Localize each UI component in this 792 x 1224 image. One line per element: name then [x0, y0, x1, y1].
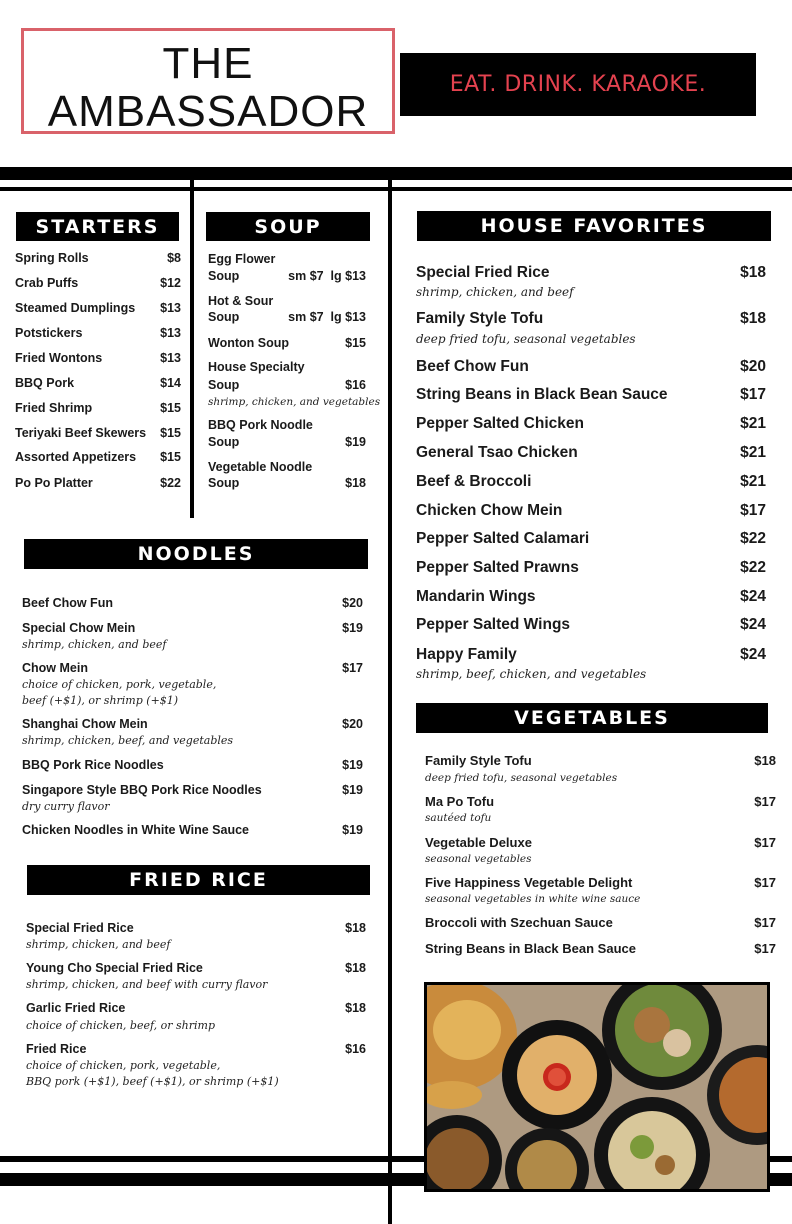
list-item: [425, 835, 776, 850]
item-price: $17: [754, 794, 776, 809]
list-item: [15, 326, 181, 340]
item-price: $14: [160, 376, 181, 390]
item-description: sautéed tofu: [425, 812, 492, 824]
list-item: [416, 502, 766, 520]
soup-name-cont: Soup: [208, 310, 240, 324]
item-name: Spring Rolls: [15, 251, 89, 265]
list-item: [416, 646, 766, 664]
item-price: $13: [160, 326, 181, 340]
soup-name-cont: Soup: [208, 476, 240, 490]
item-price: $8: [167, 251, 181, 265]
item-price: $12: [160, 276, 181, 290]
item-name: General Tsao Chicken: [416, 444, 578, 461]
item-description: shrimp, chicken, and vegetables: [208, 396, 381, 408]
list-item: [208, 476, 366, 490]
bottom-divider-thin-right: [770, 1156, 792, 1162]
item-name: String Beans in Black Bean Sauce: [425, 941, 636, 956]
list-item: [208, 269, 366, 283]
item-price: $22: [740, 530, 766, 547]
food-photo-illustration: [427, 985, 767, 1189]
list-item: [425, 915, 776, 930]
list-item: [22, 783, 363, 797]
item-price: $16: [345, 378, 366, 392]
item-name: Special Chow Mein: [22, 621, 136, 635]
item-name: Shanghai Chow Mein: [22, 717, 148, 731]
list-item: [22, 596, 363, 610]
item-name: Steamed Dumplings: [15, 301, 136, 315]
item-price: sm $7 lg $13: [288, 310, 366, 324]
item-description: choice of chicken, pork, vegetable,: [22, 678, 217, 691]
list-item: [15, 351, 181, 365]
item-name: Ma Po Tofu: [425, 794, 495, 809]
item-name: Teriyaki Beef Skewers: [15, 426, 147, 440]
center-column-divider: [388, 180, 392, 1224]
list-item: [416, 358, 766, 376]
item-name: Family Style Tofu: [425, 753, 532, 768]
item-description: shrimp, chicken, and beef: [416, 285, 574, 299]
item-name: Broccoli with Szechuan Sauce: [425, 915, 613, 930]
item-name: Fried Shrimp: [15, 401, 93, 415]
list-item: [15, 376, 181, 390]
item-description: shrimp, chicken, and beef: [26, 938, 171, 951]
list-item: [208, 435, 366, 449]
item-price: $19: [345, 435, 366, 449]
item-price: $15: [160, 426, 181, 440]
brand-logo-box: [21, 28, 395, 134]
item-price: $17: [754, 835, 776, 850]
item-name: Chicken Chow Mein: [416, 502, 563, 519]
item-price: $15: [160, 401, 181, 415]
house-favorites-header: HOUSE FAVORITES: [417, 211, 771, 241]
soup-name: Wonton Soup: [208, 336, 289, 350]
item-name: Young Cho Special Fried Rice: [26, 961, 203, 975]
item-description: choice of chicken, beef, or shrimp: [26, 1019, 216, 1032]
item-name: Potstickers: [15, 326, 83, 340]
item-description: deep fried tofu, seasonal vegetables: [425, 772, 618, 784]
list-item: [425, 794, 776, 809]
item-name: Assorted Appetizers: [15, 450, 137, 464]
list-item: [416, 444, 766, 462]
bottom-divider-thick: [0, 1173, 424, 1186]
item-price: $18: [754, 753, 776, 768]
list-item: [416, 530, 766, 548]
top-divider-thick: [0, 167, 792, 180]
item-price: $21: [740, 444, 766, 461]
item-price: $17: [754, 915, 776, 930]
item-name: Beef Chow Fun: [416, 358, 529, 375]
item-name: Chicken Noodles in White Wine Sauce: [22, 823, 250, 837]
soup-name: House Specialty: [208, 360, 305, 374]
list-item: [416, 386, 766, 404]
item-price: $17: [740, 502, 766, 519]
fried-rice-header: FRIED RICE: [27, 865, 370, 895]
list-item: [26, 1001, 366, 1015]
list-item: [416, 559, 766, 577]
item-price: $17: [740, 386, 766, 403]
item-description: seasonal vegetables: [425, 853, 532, 865]
soup-name-cont: Soup: [208, 269, 240, 283]
list-item: [425, 875, 776, 890]
item-price: $15: [160, 450, 181, 464]
item-name: Singapore Style BBQ Pork Rice Noodles: [22, 783, 262, 797]
item-name: Five Happiness Vegetable Delight: [425, 875, 633, 890]
item-name: BBQ Pork: [15, 376, 75, 390]
item-name: Beef Chow Fun: [22, 596, 113, 610]
soup-name: Hot & Sour: [208, 294, 274, 308]
list-item: [15, 426, 181, 440]
item-name: Fried Wontons: [15, 351, 103, 365]
list-item: [15, 301, 181, 315]
item-price: $17: [754, 941, 776, 956]
soup-name: Egg Flower: [208, 252, 276, 266]
item-price: $18: [345, 476, 366, 490]
starters-header: STARTERS: [16, 212, 179, 241]
item-name: Vegetable Deluxe: [425, 835, 532, 850]
soup-header: SOUP: [206, 212, 370, 241]
soup-name-cont: Soup: [208, 435, 240, 449]
item-description: seasonal vegetables in white wine sauce: [425, 893, 641, 905]
item-name: Fried Rice: [26, 1042, 87, 1056]
bottom-divider-thick-right: [770, 1173, 792, 1186]
list-item: [416, 588, 766, 606]
list-item: [15, 276, 181, 290]
item-price: $18: [345, 1001, 366, 1015]
list-item: [22, 823, 363, 837]
item-description: beef (+$1), or shrimp (+$1): [22, 694, 179, 707]
list-item: [15, 476, 181, 490]
item-description: shrimp, chicken, and beef with curry flavor: [26, 978, 268, 991]
list-item: [22, 661, 363, 675]
item-price: $18: [345, 961, 366, 975]
list-item: [416, 616, 766, 634]
list-item: [416, 415, 766, 433]
list-item: [208, 378, 366, 392]
item-description: shrimp, chicken, beef, and vegetables: [22, 734, 234, 747]
list-item: [26, 1042, 366, 1056]
item-price: $18: [345, 921, 366, 935]
tagline-banner: EAT. DRINK. KARAOKE.: [400, 53, 756, 116]
list-item: [208, 310, 366, 324]
item-price: $24: [740, 616, 766, 633]
item-name: Special Fried Rice: [26, 921, 134, 935]
list-item: [425, 753, 776, 768]
item-name: Beef & Broccoli: [416, 473, 532, 490]
item-price: sm $7 lg $13: [288, 269, 366, 283]
item-name: Special Fried Rice: [416, 264, 550, 281]
item-name: Mandarin Wings: [416, 588, 536, 605]
list-item: [425, 941, 776, 956]
item-price: $19: [342, 621, 363, 635]
item-price: $20: [740, 358, 766, 375]
item-price: $24: [740, 588, 766, 605]
item-name: Happy Family: [416, 646, 517, 663]
vegetables-header: VEGETABLES: [416, 703, 768, 733]
list-item: [22, 758, 363, 772]
list-item: [15, 251, 181, 265]
item-name: Pepper Salted Wings: [416, 616, 571, 633]
item-name: Garlic Fried Rice: [26, 1001, 126, 1015]
item-description: shrimp, beef, chicken, and vegetables: [416, 667, 647, 681]
item-description: choice of chicken, pork, vegetable,: [26, 1059, 221, 1072]
item-price: $13: [160, 301, 181, 315]
item-description: deep fried tofu, seasonal vegetables: [416, 332, 636, 346]
soup-name-cont: Soup: [208, 378, 240, 392]
list-item: [416, 264, 766, 282]
list-item: [208, 336, 366, 350]
item-price: $19: [342, 783, 363, 797]
item-price: $13: [160, 351, 181, 365]
item-description: dry curry flavor: [22, 800, 110, 813]
soup-name: BBQ Pork Noodle: [208, 418, 313, 432]
soup-name: Vegetable Noodle: [208, 460, 313, 474]
top-divider-thin: [0, 187, 792, 191]
item-price: $22: [740, 559, 766, 576]
item-description: shrimp, chicken, and beef: [22, 638, 167, 651]
item-price: $15: [345, 336, 366, 350]
list-item: [22, 621, 363, 635]
item-name: BBQ Pork Rice Noodles: [22, 758, 164, 772]
item-description: BBQ pork (+$1), beef (+$1), or shrimp (+$1): [26, 1075, 279, 1088]
item-name: Pepper Salted Chicken: [416, 415, 584, 432]
list-item: [416, 473, 766, 491]
list-item: [26, 921, 366, 935]
item-price: $17: [754, 875, 776, 890]
item-name: Pepper Salted Calamari: [416, 530, 590, 547]
item-price: $21: [740, 415, 766, 432]
brand-title-line1: THE: [162, 39, 254, 88]
item-name: Pepper Salted Prawns: [416, 559, 579, 576]
list-item: [26, 961, 366, 975]
list-item: [15, 450, 181, 464]
item-name: Crab Puffs: [15, 276, 79, 290]
item-price: $18: [740, 310, 766, 327]
noodles-header: NOODLES: [24, 539, 368, 569]
item-name: Chow Mein: [22, 661, 88, 675]
list-item: [15, 401, 181, 415]
list-item: [22, 717, 363, 731]
bottom-divider-thin: [0, 1156, 424, 1162]
item-price: $19: [342, 823, 363, 837]
item-price: $16: [345, 1042, 366, 1056]
item-price: $24: [740, 646, 766, 663]
item-price: $17: [342, 661, 363, 675]
item-price: $20: [342, 717, 363, 731]
brand-title-line2: AMBASSADOR: [47, 87, 369, 136]
item-name: Po Po Platter: [15, 476, 93, 490]
food-photo: [424, 982, 770, 1192]
item-price: $20: [342, 596, 363, 610]
item-name: String Beans in Black Bean Sauce: [416, 386, 668, 403]
list-item: [416, 310, 766, 328]
item-price: $18: [740, 264, 766, 281]
item-price: $19: [342, 758, 363, 772]
item-price: $21: [740, 473, 766, 490]
item-name: Family Style Tofu: [416, 310, 544, 327]
item-price: $22: [160, 476, 181, 490]
starters-soup-divider: [190, 180, 194, 518]
